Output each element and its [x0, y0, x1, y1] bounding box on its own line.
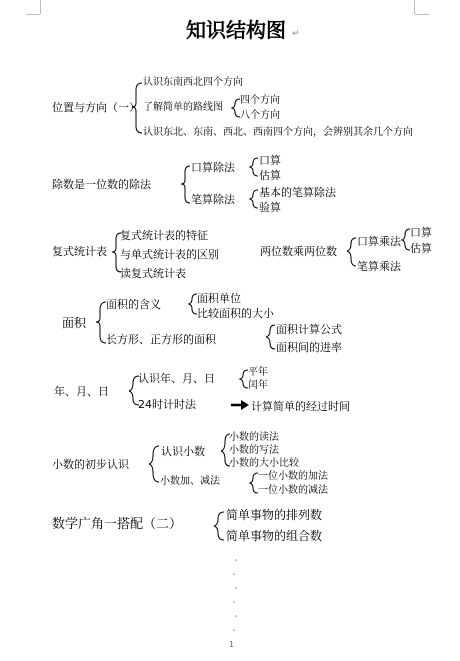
unit3-item: 读复式统计表: [120, 267, 186, 280]
unit6-know-sub: 平年: [248, 367, 268, 378]
unit1-sub: 八个方向: [240, 110, 280, 121]
unit7-ops-sub: 一位小数的加法: [258, 471, 328, 482]
unit7-root: 小数的初步认识: [52, 458, 129, 471]
unit2-root: 除数是一位数的除法: [52, 178, 151, 191]
unit7-know-sub: 小数的读法: [229, 432, 279, 443]
unit6-know: 认识年、月、日: [138, 372, 215, 385]
unit5-rect-sub: 面积间的进率: [276, 341, 342, 354]
unit5-meaning: 面积的含义: [106, 298, 161, 311]
unit5-meaning-sub: 面积单位: [197, 292, 241, 305]
unit1-item: 认识东北、东南、西北、西南四个方向，会辨别其余几个方向: [143, 127, 413, 138]
unit5-rect: 长方形、正方形的面积: [106, 333, 216, 346]
unit4-oral: 口算乘法: [357, 235, 401, 248]
unit5-root: 面积: [62, 316, 87, 330]
unit4-written: 笔算乘法: [357, 260, 401, 273]
unit7-know-sub: 小数的写法: [229, 445, 279, 456]
unit8-item: 简单事物的组合数: [226, 529, 323, 543]
unit7-ops: 小数加、减法: [160, 476, 220, 487]
unit4-root: 两位数乘两位数: [260, 245, 337, 258]
page-number: 1: [229, 640, 235, 649]
unit6-know-sub: 闰年: [248, 380, 268, 391]
unit5-rect-sub: 面积计算公式: [276, 323, 342, 336]
unit7-know-sub: 小数的大小比较: [229, 458, 299, 469]
unit2-oral-sub: 口算: [259, 154, 281, 167]
unit4-oral-sub: 估算: [410, 242, 432, 255]
unit1-item: 了解简单的路线图: [143, 102, 223, 113]
unit6-calc: 计算简单的经过时间: [251, 400, 350, 413]
unit3-root: 复式统计表: [52, 245, 107, 258]
unit2-oral-sub: 估算: [259, 169, 281, 182]
unit4-oral-sub: 口算: [410, 226, 432, 239]
unit2-written: 笔算除法: [191, 193, 235, 206]
unit2-written-sub: 基本的笔算除法: [259, 186, 336, 199]
unit5-meaning-sub: 比较面积的大小: [197, 307, 274, 320]
unit8-root: 数学广角一搭配（二）: [52, 517, 183, 532]
unit7-ops-sub: 一位小数的减法: [258, 485, 328, 496]
unit6-root: 年、月、日: [54, 385, 109, 398]
arrow-right-icon: [231, 400, 249, 410]
paragraph-mark: ↵: [292, 29, 300, 39]
unit1-root: 位置与方向（一）: [52, 101, 140, 114]
page-title: 知识结构图: [186, 18, 286, 42]
unit1-sub: 四个方向: [240, 95, 280, 106]
unit1-item: 认识东南西北四个方向: [143, 77, 243, 88]
unit7-know: 认识小数: [161, 445, 205, 458]
unit2-written-sub: 验算: [259, 201, 281, 214]
unit3-item: 复式统计表的特征: [120, 229, 208, 242]
unit8-item: 简单事物的排列数: [226, 508, 323, 522]
unit6-clock: 24时计时法: [138, 398, 196, 411]
unit3-item: 与单式统计表的区别: [120, 248, 219, 261]
unit2-oral: 口算除法: [191, 161, 235, 174]
